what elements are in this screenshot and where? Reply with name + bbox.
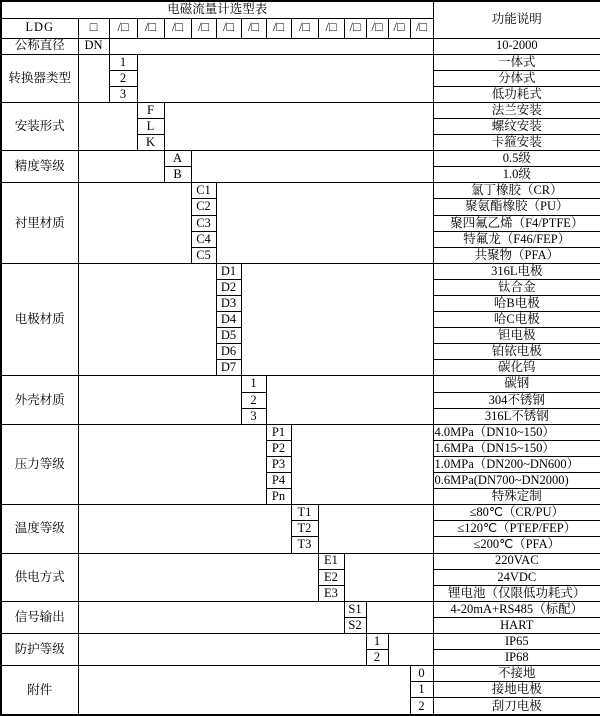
- model-slash-box: /□: [164, 18, 191, 38]
- option-desc-cell: 碳化钨: [433, 360, 600, 376]
- option-code-cell: D7: [216, 360, 241, 376]
- option-code-cell: C5: [191, 247, 216, 263]
- option-code-cell: 3: [241, 408, 266, 424]
- option-code-cell: B: [164, 167, 191, 183]
- option-code-cell: D2: [216, 279, 241, 295]
- spacer-cell: [78, 553, 318, 601]
- spacer-cell: [78, 54, 109, 102]
- option-desc-cell: 哈C电极: [433, 312, 600, 328]
- option-code-cell: L: [137, 118, 164, 134]
- spacer-cell: [109, 38, 433, 54]
- option-desc-cell: 共聚物（PFA）: [433, 247, 600, 263]
- option-desc-cell: IP68: [433, 650, 600, 666]
- model-slash-box: /□: [109, 18, 137, 38]
- spacer-cell: [78, 151, 164, 183]
- option-code-cell: 2: [410, 698, 433, 715]
- section-label: 安装形式: [1, 102, 78, 150]
- option-code-cell: 1: [410, 682, 433, 698]
- spacer-cell: [388, 633, 433, 665]
- section-label: 附件: [1, 666, 78, 715]
- section-label: 供电方式: [1, 553, 78, 601]
- model-slash-box: /□: [344, 18, 366, 38]
- model-slash-box: /□: [388, 18, 410, 38]
- option-code-cell: D6: [216, 344, 241, 360]
- section-label: 转换器类型: [1, 54, 78, 102]
- model-slash-box: /□: [216, 18, 241, 38]
- option-desc-cell: 316L不锈钢: [433, 408, 600, 424]
- model-digit-box: □: [78, 18, 109, 38]
- selection-table-body: [1, 1, 600, 715]
- option-code-cell: P4: [266, 473, 291, 489]
- option-desc-cell: 铂铱电极: [433, 344, 600, 360]
- option-code-cell: D1: [216, 263, 241, 279]
- option-desc-cell: 4.0MPa（DN10~150）: [433, 424, 600, 440]
- option-code-cell: D5: [216, 328, 241, 344]
- section-label: 温度等级: [1, 505, 78, 553]
- option-desc-cell: HART: [433, 617, 600, 633]
- option-code-cell: Pn: [266, 489, 291, 505]
- option-code-cell: C3: [191, 215, 216, 231]
- option-code-cell: S2: [344, 617, 366, 633]
- option-desc-cell: 接地电极: [433, 682, 600, 698]
- spacer-cell: [78, 424, 266, 504]
- spacer-cell: [216, 183, 433, 263]
- option-desc-cell: 聚氨酯橡胶（PU）: [433, 199, 600, 215]
- option-desc-cell: 碳钢: [433, 376, 600, 392]
- spacer-cell: [78, 505, 291, 553]
- spacer-cell: [318, 505, 433, 553]
- option-code-cell: T3: [291, 537, 318, 553]
- spacer-cell: [137, 54, 433, 102]
- option-desc-cell: 一体式: [433, 54, 600, 70]
- option-desc-cell: 特氟龙（F46/FEP）: [433, 231, 600, 247]
- option-desc-cell: 1.6MPa（DN15~150）: [433, 440, 600, 456]
- option-code-cell: E2: [318, 569, 344, 585]
- option-code-cell: A: [164, 151, 191, 167]
- option-desc-cell: 氯丁橡胶（CR）: [433, 183, 600, 199]
- option-code-cell: T1: [291, 505, 318, 521]
- option-desc-cell: 钛合金: [433, 279, 600, 295]
- option-desc-cell: 316L电极: [433, 263, 600, 279]
- spacer-cell: [344, 553, 433, 601]
- option-code-cell: P2: [266, 440, 291, 456]
- option-code-cell: C4: [191, 231, 216, 247]
- option-code-cell: F: [137, 102, 164, 118]
- option-code-cell: D3: [216, 296, 241, 312]
- option-desc-cell: 特殊定制: [433, 489, 600, 505]
- model-slash-box: /□: [410, 18, 433, 38]
- spacer-cell: [78, 183, 191, 263]
- option-desc-cell: 螺纹安装: [433, 118, 600, 134]
- option-desc-cell: 哈B电极: [433, 296, 600, 312]
- option-desc-cell: 低功耗式: [433, 86, 600, 102]
- section-label: 衬里材质: [1, 183, 78, 263]
- model-slash-box: /□: [266, 18, 291, 38]
- spacer-cell: [78, 263, 216, 376]
- spacer-cell: [291, 424, 433, 504]
- option-code-cell: 1: [109, 54, 137, 70]
- option-desc-cell: 聚四氟乙烯（F4/PTFE）: [433, 215, 600, 231]
- section-label: 精度等级: [1, 151, 78, 183]
- option-code-cell: P1: [266, 424, 291, 440]
- option-desc-cell: 法兰安装: [433, 102, 600, 118]
- section-label: 电极材质: [1, 263, 78, 376]
- spacer-cell: [78, 601, 344, 633]
- option-desc-cell: ≤120℃（PTEP/FEP）: [433, 521, 600, 537]
- spacer-cell: [78, 102, 137, 150]
- model-slash-box: /□: [291, 18, 318, 38]
- option-desc-cell: 钽电极: [433, 328, 600, 344]
- option-code-cell: 2: [366, 650, 388, 666]
- spacer-cell: [191, 151, 433, 183]
- option-code-cell: C2: [191, 199, 216, 215]
- model-slash-box: /□: [318, 18, 344, 38]
- model-slash-box: /□: [241, 18, 266, 38]
- spacer-cell: [78, 666, 410, 715]
- spacer-cell: [78, 633, 366, 665]
- option-desc-cell: 24VDC: [433, 569, 600, 585]
- option-code-cell: 0: [410, 666, 433, 682]
- option-code-cell: 1: [241, 376, 266, 392]
- option-code-cell: S1: [344, 601, 366, 617]
- spacer-cell: [266, 376, 433, 424]
- option-code-cell: C1: [191, 183, 216, 199]
- model-slash-box: /□: [191, 18, 216, 38]
- spacer-cell: [164, 102, 433, 150]
- option-desc-cell: 分体式: [433, 70, 600, 86]
- spacer-cell: [241, 263, 433, 376]
- model-slash-box: /□: [137, 18, 164, 38]
- option-desc-cell: 220VAC: [433, 553, 600, 569]
- option-desc-cell: 1.0MPa（DN200~DN600）: [433, 456, 600, 472]
- option-desc-cell: 0.5级: [433, 151, 600, 167]
- option-code-cell: 3: [109, 86, 137, 102]
- option-desc-cell: 刮刀电极: [433, 698, 600, 715]
- spacer-cell: [366, 601, 433, 633]
- option-desc-cell: 锂电池（仅限低功耗式）: [433, 585, 600, 601]
- section-label: 信号输出: [1, 601, 78, 633]
- option-desc-cell: 1.0级: [433, 167, 600, 183]
- model-prefix-cell: LDG: [1, 18, 78, 38]
- option-desc-cell: ≤80℃（CR/PU）: [433, 505, 600, 521]
- section-label: 外壳材质: [1, 376, 78, 424]
- option-desc-cell: 4-20mA+RS485（标配）: [433, 601, 600, 617]
- option-code-cell: K: [137, 135, 164, 151]
- option-desc-cell: IP65: [433, 633, 600, 649]
- section-label: 公称直径: [1, 38, 78, 54]
- option-desc-cell: ≤200℃（PFA）: [433, 537, 600, 553]
- option-code-cell: 2: [109, 70, 137, 86]
- model-slash-box: /□: [366, 18, 388, 38]
- option-code-cell: T2: [291, 521, 318, 537]
- table-title: 电磁流量计选型表: [1, 1, 433, 18]
- function-column-header: 功能说明: [433, 1, 600, 38]
- option-code-cell: D4: [216, 312, 241, 328]
- option-code-cell: E1: [318, 553, 344, 569]
- option-desc-cell: 10-2000: [433, 38, 600, 54]
- option-desc-cell: 卡箍安装: [433, 135, 600, 151]
- option-code-cell: P3: [266, 456, 291, 472]
- option-desc-cell: 0.6MPa(DN700~DN2000): [433, 473, 600, 489]
- option-desc-cell: 不接地: [433, 666, 600, 682]
- option-desc-cell: 304不锈钢: [433, 392, 600, 408]
- option-code-cell: 1: [366, 633, 388, 649]
- section-label: 防护等级: [1, 633, 78, 665]
- option-code-cell: DN: [78, 38, 109, 54]
- spacer-cell: [78, 376, 241, 424]
- section-label: 压力等级: [1, 424, 78, 504]
- option-code-cell: 2: [241, 392, 266, 408]
- option-code-cell: E3: [318, 585, 344, 601]
